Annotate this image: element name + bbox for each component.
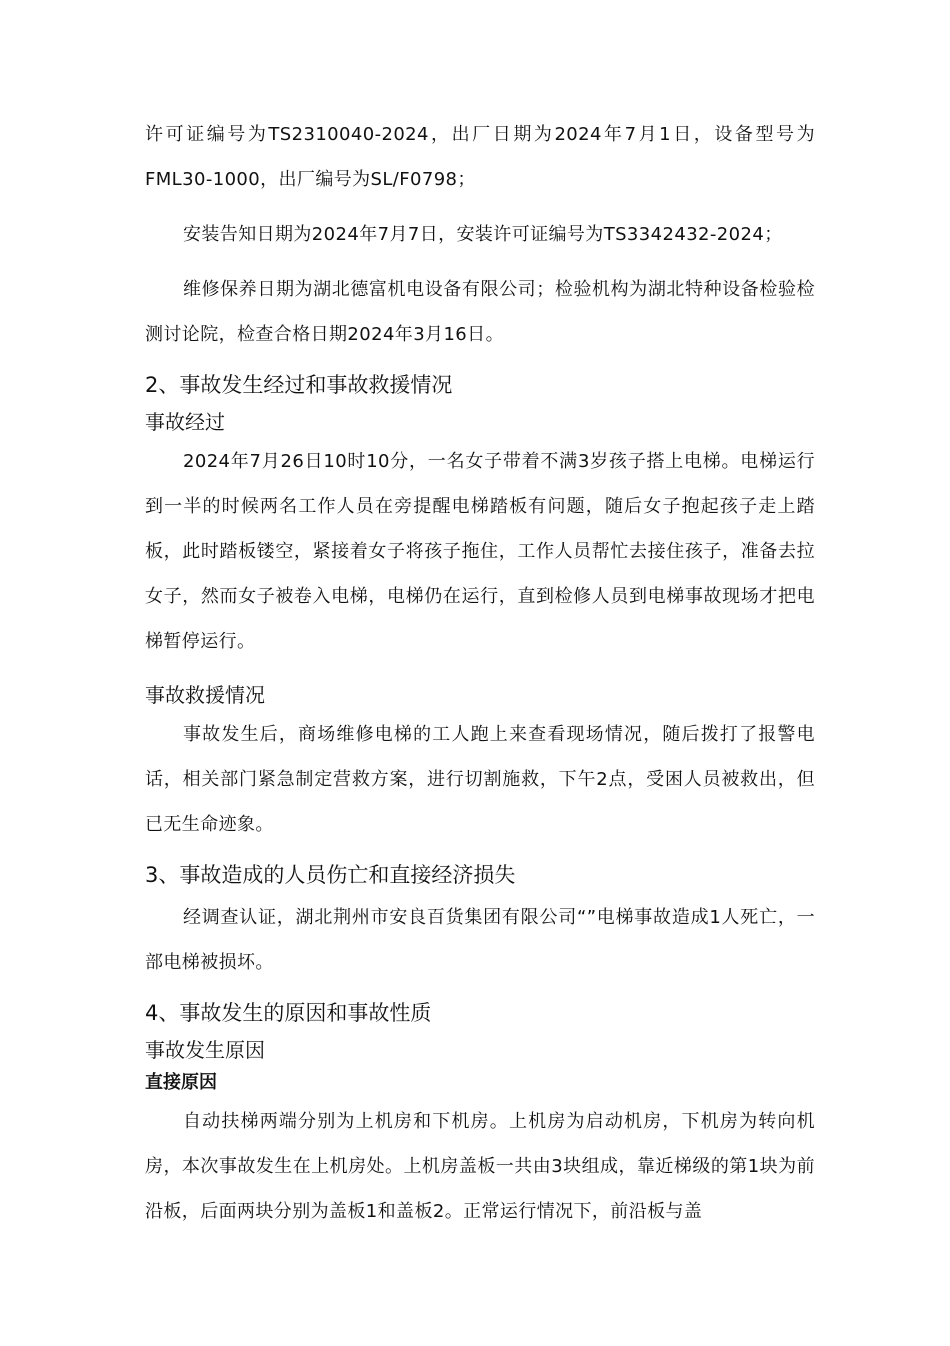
heading-section-2: 2、事故发生经过和事故救援情况 [145,373,453,397]
document-body [145,112,815,1244]
paragraph-casualties: 经调查认证，湖北荆州市安良百货集团有限公司“”电梯事故造成1人死亡，一部电梯被损坏。 [145,907,815,973]
paragraph-installation-info: 安装告知日期为2024年7月7日，安装许可证编号为TS3342432-2024； [183,224,783,245]
heading-section-4: 4、事故发生的原因和事故性质 [145,1001,432,1025]
heading-causes: 事故发生原因 [145,1038,265,1062]
paragraph-accident-process: 2024年7月26日10时10分，一名女子带着不满3岁孩子搭上电梯。电梯运行到一半的时候两名工作人员在旁提醒电梯踏板有问题，随后女子抱起孩子走上踏板，此时踏板镂空，紧接着女子将孩子拖住，工作人员帮忙去接住孩子，准备去拉女子，然而女子被卷入电梯，电梯仍在运行，直到检修人员到电梯事故现场才把电梯暂停运行。 [145,451,815,652]
heading-accident-process: 事故经过 [145,410,225,434]
paragraph-rescue: 事故发生后，商场维修电梯的工人跑上来查看现场情况，随后拨打了报警电话，相关部门紧急制定营救方案，进行切割施救，下午2点，受困人员被救出，但已无生命迹象。 [145,724,815,835]
paragraph-direct-cause: 自动扶梯两端分别为上机房和下机房。上机房为启动机房，下机房为转向机房，本次事故发生在上机房处。上机房盖板一共由3块组成，靠近梯级的第1块为前沿板，后面两块分别为盖板1和盖板2。正常运行情况下，前沿板与盖 [145,1111,815,1222]
paragraph-license-info: 许可证编号为TS2310040-2024，出厂日期为2024年7月1日，设备型号为FML30-1000，出厂编号为SL/F0798； [145,124,815,190]
heading-section-3: 3、事故造成的人员伤亡和直接经济损失 [145,863,516,887]
heading-direct-cause: 直接原因 [145,1072,217,1093]
heading-rescue: 事故救援情况 [145,683,265,707]
paragraph-maintenance-info: 维修保养日期为湖北德富机电设备有限公司；检验机构为湖北特种设备检验检测讨论院，检查合格日期2024年3月16日。 [145,279,815,345]
